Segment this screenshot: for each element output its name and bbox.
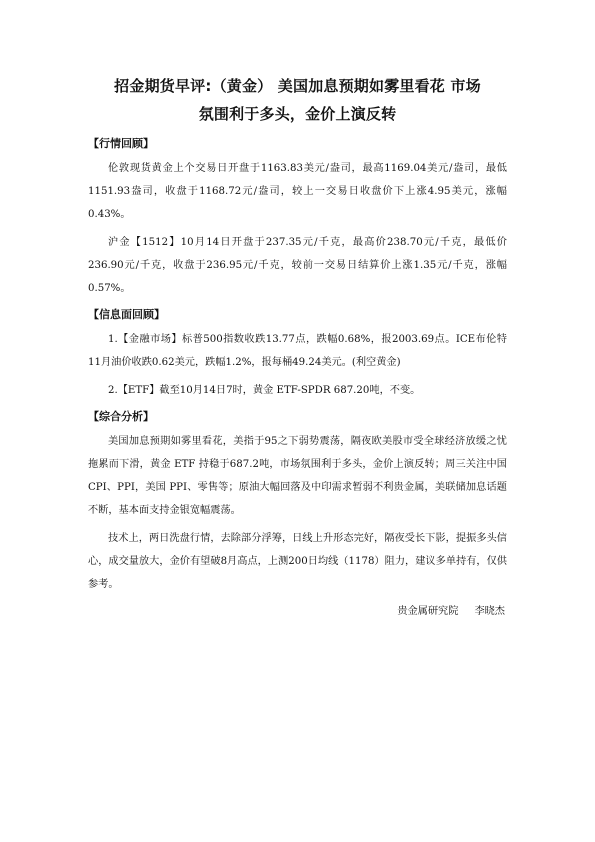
document-title xyxy=(88,72,507,128)
list-item-etf: 2.【ETF】截至10月14日7时，黄金 ETF-SPDR 687.20吨，不变。 xyxy=(108,385,421,396)
section-market-review xyxy=(88,134,507,300)
section-heading-comprehensive-analysis: 【综合分析】 xyxy=(88,410,154,423)
title-line-2: 氛围利于多头，金价上演反转 xyxy=(198,105,397,123)
paragraph-london-gold: 伦敦现货黄金上个交易日开盘于1163.83美元/盎司，最高1169.04美元/盎司，最低1151.93盎司，收盘于1168.72元/盎司，较上一交易日收盘价下上涨4.95美元，涨幅0.43%。 xyxy=(88,163,507,220)
paragraph-technical-analysis: 技术上，两日洗盘行情，去除部分浮筹，日线上升形态完好，隔夜受长下影，提振多头信心，成交量放大，金价有望破8月高点，上测200日均线（1178）阻力，建议多单持有，仅供参考。 xyxy=(88,533,507,590)
section-comprehensive-analysis xyxy=(88,407,507,596)
list-item-financial-market: 1.【金融市场】标普500指数收跌13.77点，跌幅0.68%，报2003.69点。ICE布伦特11月油价收跌0.62美元，跌幅1.2%，报每桶49.24美元。(利空黄金) xyxy=(88,334,507,368)
signature-author: 李晓杰 xyxy=(474,606,505,617)
section-information-review xyxy=(88,305,507,402)
signature-org: 贵金属研究院 xyxy=(397,606,459,617)
signature xyxy=(88,602,507,622)
paragraph-fundamental-analysis: 美国加息预期如雾里看花，美指于95之下弱势震荡，隔夜欧美股市受全球经济放缓之忧拖累而下滑，黄金 ETF 持稳于687.2吨，市场氛围利于多头，金价上演反转；周三关注中国 CPI、PPI，美国 PPI、零售等；原油大幅回落及中印需求暂弱不利贵金属，美联储加息话题不断，基本面支持金银宽幅震荡。 xyxy=(88,436,507,516)
title-line-1: 招金期货早评:（黄金） 美国加息预期如雾里看花 市场 xyxy=(114,77,481,95)
section-heading-market-review: 【行情回顾】 xyxy=(88,137,154,150)
section-heading-information-review: 【信息面回顾】 xyxy=(88,308,165,321)
paragraph-shanghai-gold: 沪金【1512】10月14日开盘于237.35元/千克，最高价238.70元/千克，最低价236.90元/千克，收盘于236.95元/千克，较前一交易日结算价上涨1.35元/千克，涨幅0.57%。 xyxy=(88,237,507,294)
